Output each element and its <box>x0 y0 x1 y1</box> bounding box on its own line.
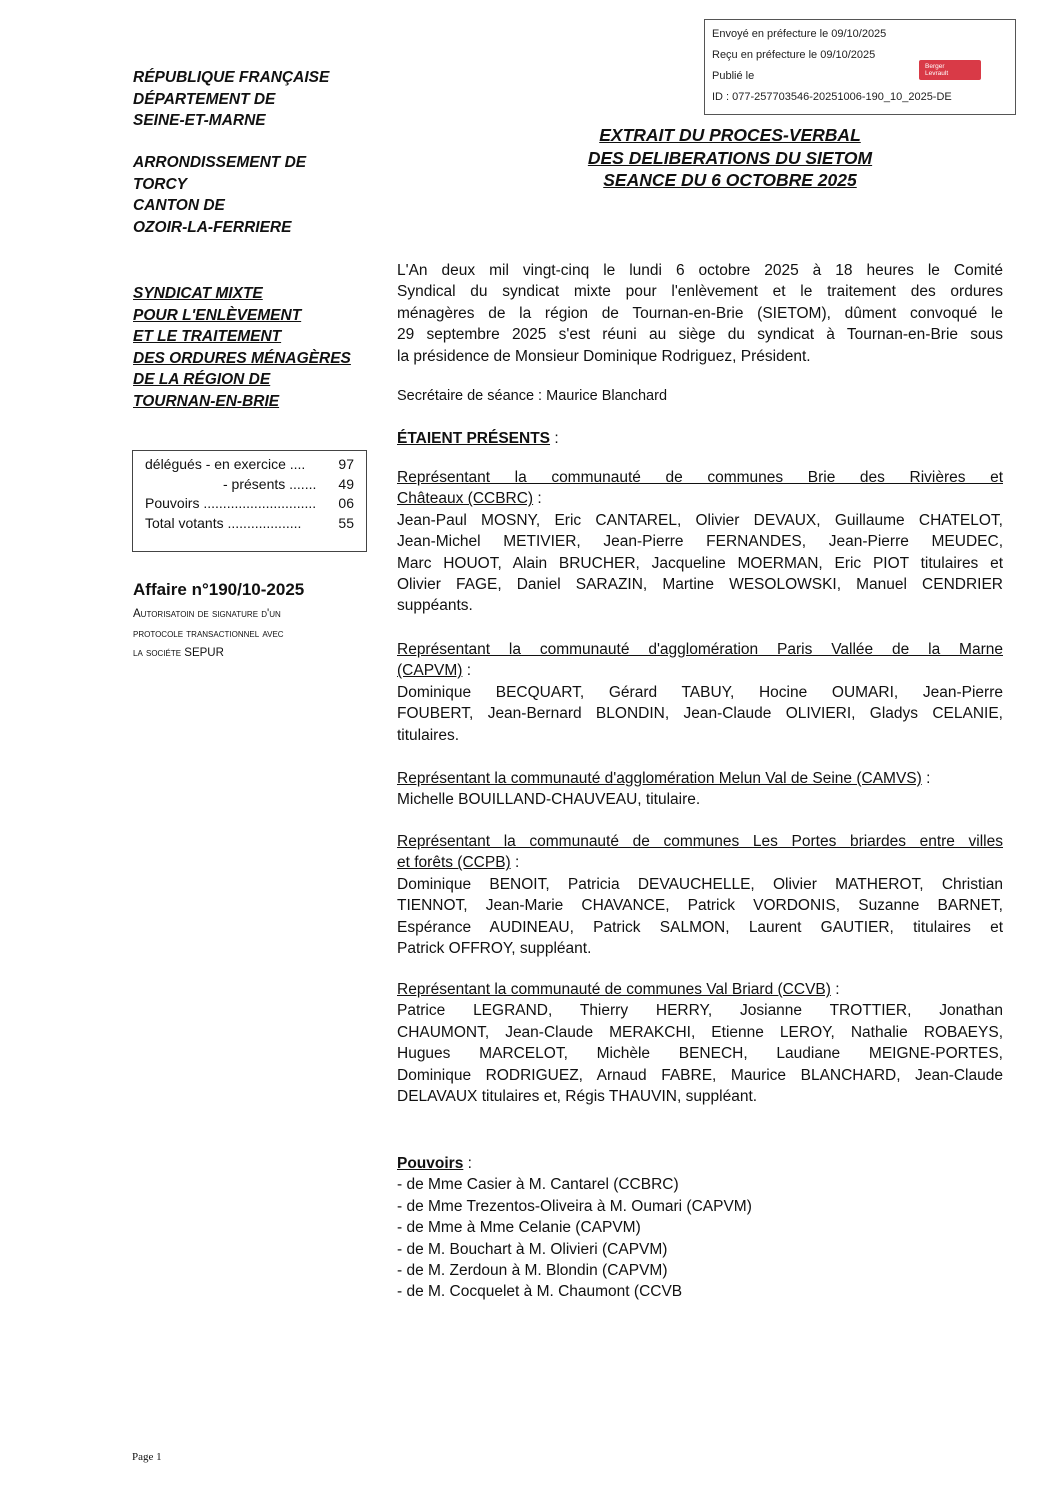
group-ccbrc: Représentant la communauté de communes Brie des Rivières et Châteaux (CCBRC) : Jean-Paul MOSNY, Eric CANTAREL, Olivier DEVAUX, Guillaume CHATELOT, Jean-Michel METIVIER, Jean-Pierre FERNANDES, Jean-Pierre MEUDEC, Marc HOUOT, Alain BRUCHER, Jacqueline MOERMAN, Eric PIOT titulaires et Olivier FAGE, Daniel SARAZIN, Martine WESOLOWSKI, Manuel CENDRIER suppéants. <box>397 469 1003 615</box>
list-item: - de Mme à Mme Celanie (CAPVM) <box>397 1219 641 1237</box>
secretaire-line: Secrétaire de séance : Maurice Blanchard <box>397 388 668 404</box>
list-item: - de Mme Trezentos-Oliveira à M. Oumari (CAPVM) <box>397 1197 752 1215</box>
pouvoirs-section: Pouvoirs : - de Mme Casier à M. Cantarel (CCBRC) - de Mme Trezentos-Oliveira à M. Oumari (CAPVM) - de Mme à Mme Celanie (CAPVM) - de M. Bouchart à M. Olivieri (CAPVM) - de M. Zerdoun à M. Blondin (CAPVM) - de M. Cocquelet à M. Chaumont (CCVB <box>397 1153 752 1303</box>
stamp-id: ID : 077-257703546-20251006-190_10_2025-DE <box>712 91 952 103</box>
group-capvm: Représentant la communauté d'agglomération Paris Vallée de la Marne (CAPVM) : Dominique BECQUART, Gérard TABUY, Hocine OUMARI, Jean-Pierre FOUBERT, Jean-Bernard BLONDIN, Jean-Claude OLIVIERI, Gladys CELANIE, titulaires. <box>397 641 1003 744</box>
list-item: - de Mme Casier à M. Cantarel (CCBRC) <box>397 1176 679 1194</box>
prefecture-stamp <box>704 19 1016 115</box>
vote-counts-box <box>132 450 367 552</box>
republique-block: RÉPUBLIQUE FRANÇAISE DÉPARTEMENT DE SEINE-ET-MARNE <box>133 69 330 129</box>
intro-paragraph: L'An deux mil vingt-cinq le lundi 6 octobre 2025 à 18 heures le Comité Syndical du syndicat mixte pour l'enlèvement et le traitement des ordures ménagères de la région de Tournan-en-Brie (SIETOM), dûment convoqué le 29 septembre 2025 s'est réuni au siège du syndicat à Tournan-en-Brie sous la présidence de Monsieur Dominique Rodriguez, Président. <box>397 262 1003 365</box>
group-camvs: Représentant la communauté d'agglomération Melun Val de Seine (CAMVS) : Michelle BOUILLAND-CHAUVEAU, titulaire. <box>397 770 931 809</box>
stamp-recu: Reçu en préfecture le 09/10/2025 <box>712 49 876 61</box>
stamp-publie: Publié le <box>712 70 755 82</box>
stamp-envoye: Envoyé en préfecture le 09/10/2025 <box>712 28 887 40</box>
count-row: Pouvoirs ............................. 06 <box>145 495 354 511</box>
list-item: - de M. Zerdoun à M. Blondin (CAPVM) <box>397 1262 668 1280</box>
list-item: - de M. Bouchart à M. Olivieri (CAPVM) <box>397 1240 668 1258</box>
document-title: EXTRAIT DU PROCES-VERBAL DES DELIBERATIONS DU SIETOM SEANCE DU 6 OCTOBRE 2025 <box>587 125 873 190</box>
group-ccpb: Représentant la communauté de communes Les Portes briardes entre villes et forêts (CCPB) : Dominique BENOIT, Patricia DEVAUCHELLE, Olivier MATHEROT, Christian TIENNOT, Jean-Marie CHAVANCE, Patrick VORDONIS, Suzanne BARNET, Espérance AUDINEAU, Patrick SALMON, Laurent GAUTIER, titulaires et Patrick OFFROY, suppléant. <box>397 833 1003 958</box>
affaire-description: Autorisatoin de signature d'un protocole transactionnel avec la sociéte SEPUR <box>133 608 284 659</box>
presents-heading: ÉTAIENT PRÉSENTS : <box>397 430 559 447</box>
affaire-number: Affaire n°190/10-2025 <box>133 580 305 599</box>
count-row: délégués - en exercice .... 97 <box>145 456 354 472</box>
page-number: Page 1 <box>132 1451 162 1463</box>
count-row: Total votants ................... 55 <box>145 514 354 531</box>
berger-levrault-logo: Berger Levrault <box>919 60 981 80</box>
arrondissement-block: ARRONDISSEMENT DE TORCY CANTON DE OZOIR-LA-FERRIERE <box>133 154 307 236</box>
group-ccvb: Représentant la communauté de communes Val Briard (CCVB) : Patrice LEGRAND, Thierry HERRY, Josianne TROTTIER, Jonathan CHAUMONT, Jean-Claude MERAKCHI, Etienne LEROY, Nathalie ROBAEYS, Hugues MARCELOT, Michèle BENECH, Laudiane MEIGNE-PORTES, Dominique RODRIGUEZ, Arnaud FABRE, Maurice BLANCHARD, Jean-Claude DELAVAUX titulaires et, Régis THAUVIN, suppléant. <box>397 981 1003 1106</box>
list-item: - de M. Cocquelet à M. Chaumont (CCVB <box>397 1283 683 1301</box>
syndicat-block: SYNDICAT MIXTE POUR L'ENLÈVEMENT ET LE TRAITEMENT DES ORDURES MÉNAGÈRES DE LA RÉGION DE TOURNAN-EN-BRIE <box>133 285 351 410</box>
count-row: - présents ....... 49 <box>223 475 354 492</box>
